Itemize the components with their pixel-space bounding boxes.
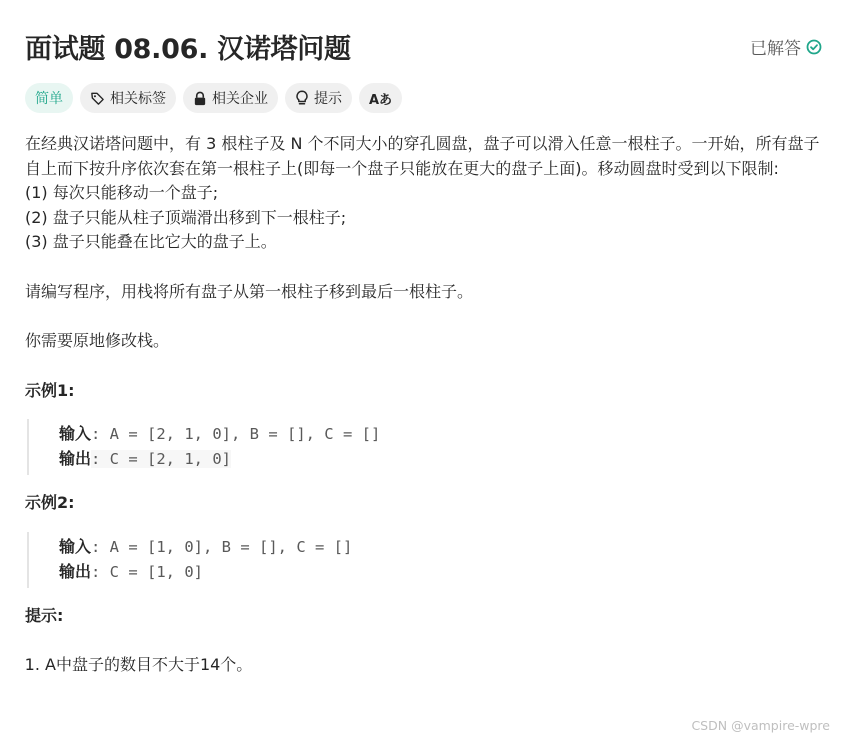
difficulty-badge	[25, 83, 73, 113]
constraints-heading: 提示:	[25, 605, 64, 625]
watermark: CSDN @vampire-wpre	[691, 718, 830, 733]
related-companies-label: 相关企业	[212, 91, 268, 107]
solved-status	[750, 34, 822, 59]
related-companies-button[interactable]	[183, 83, 278, 113]
example-2-output	[59, 560, 830, 585]
difficulty-label: 简单	[35, 91, 63, 107]
in-place-note: 你需要原地修改栈。	[25, 331, 170, 350]
font-toggle-button[interactable]	[359, 83, 402, 113]
instruction: 请编写程序，用栈将所有盘子从第一根柱子移到最后一根柱子。	[25, 281, 474, 301]
example-2-heading: 示例2:	[25, 493, 75, 512]
example-2-block	[27, 532, 830, 588]
output-label: 输出	[59, 563, 92, 581]
input-label: 输入	[59, 426, 92, 443]
solved-status-label: 已解答	[750, 39, 801, 59]
example-1-block	[27, 419, 830, 475]
input-value: : A = [1, 0], B = [], C = []	[91, 537, 353, 556]
constraints-list	[25, 653, 830, 678]
problem-description	[25, 132, 830, 678]
example-1-output	[59, 447, 830, 472]
check-circle-icon	[806, 39, 822, 55]
font-toggle-label: Aあ	[369, 92, 393, 108]
tag-bar	[25, 83, 402, 113]
related-topics-label: 相关标签	[110, 91, 166, 107]
rule-1: (1) 每次只能移动一个盘子;	[25, 183, 219, 202]
input-value: : A = [2, 1, 0], B = [], C = []	[91, 425, 381, 443]
hint-label: 提示	[314, 91, 342, 107]
problem-title: 面试题 08.06. 汉诺塔问题	[25, 34, 351, 65]
rule-3: (3) 盘子只能叠在比它大的盘子上。	[25, 232, 277, 251]
output-label: 输出	[59, 451, 92, 468]
example-2-input	[59, 535, 830, 560]
example-1-input	[59, 422, 830, 447]
lightbulb-icon	[295, 90, 309, 106]
hint-button[interactable]	[285, 83, 352, 113]
output-value: : C = [2, 1, 0]	[91, 450, 231, 468]
tag-icon	[90, 91, 105, 106]
output-value: : C = [1, 0]	[91, 562, 203, 581]
input-label: 输入	[59, 538, 92, 556]
description-paragraph: 在经典汉诺塔问题中，有 3 根柱子及 N 个不同大小的穿孔圆盘，盘子可以滑入任意一根柱子。一开始，所有盘子自上而下按升序依次套在第一根柱子上(即每一个盘子只能放在更大的盘子上面)。移动圆盘时受到以下限制:	[25, 134, 820, 178]
rule-2: (2) 盘子只能从柱子顶端滑出移到下一根柱子;	[25, 207, 347, 227]
example-1-heading: 示例1:	[25, 380, 75, 400]
related-topics-button[interactable]	[80, 83, 176, 113]
constraint-item: 1. A中盘子的数目不大于14个。	[45, 653, 830, 678]
lock-icon	[193, 91, 207, 106]
